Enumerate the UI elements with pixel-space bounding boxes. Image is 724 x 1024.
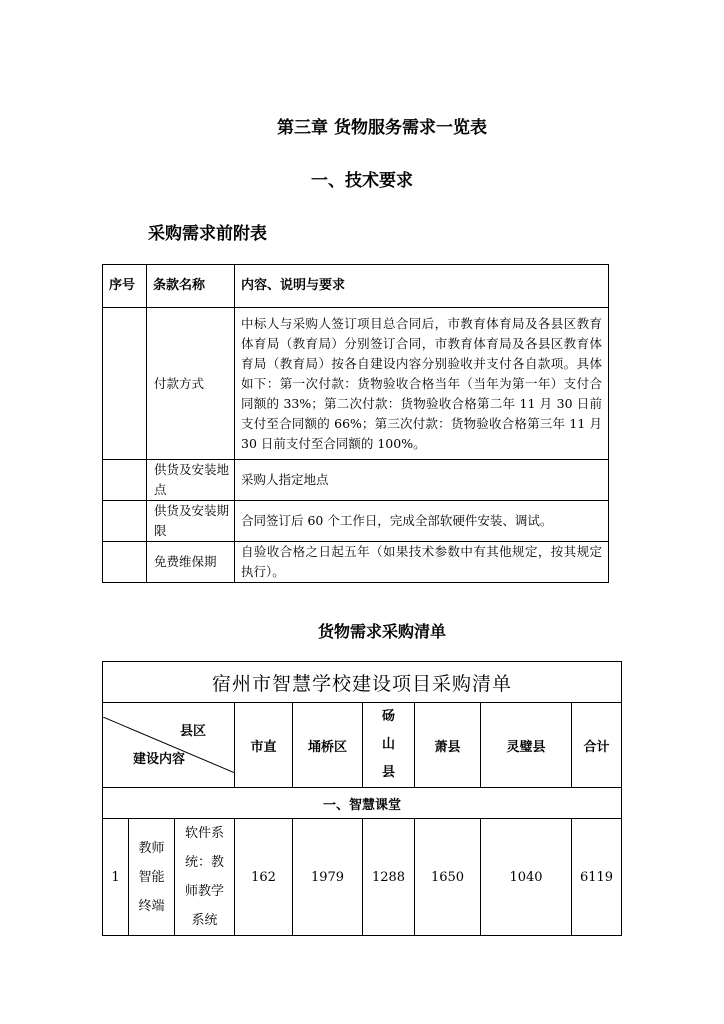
col-shizhi: 市直 (235, 703, 293, 788)
header-name: 条款名称 (147, 265, 235, 308)
section-label: 一、智慧课堂 (103, 788, 622, 819)
row-name: 供货及安装地点 (147, 460, 235, 501)
table-row (103, 542, 609, 583)
table-row (103, 819, 622, 936)
row-name: 免费维保期 (147, 542, 235, 583)
row-no (103, 501, 147, 542)
item-sub: 软件系统：教师教学系统 (175, 819, 235, 936)
row-no (103, 542, 147, 583)
row-no (103, 460, 147, 501)
value-lingbi: 1040 (481, 819, 572, 936)
list-title: 货物需求采购清单 (317, 622, 446, 641)
diag-county-label: 县区 (179, 724, 206, 739)
col-yongqiao: 埇桥区 (293, 703, 363, 788)
header-no: 序号 (103, 265, 147, 308)
value-xiao: 1650 (415, 819, 481, 936)
header-content: 内容、说明与要求 (235, 265, 609, 308)
row-content: 自验收合格之日起五年（如果技术参数中有其他规定，按其规定执行）。 (235, 542, 609, 583)
row-content: 采购人指定地点 (235, 460, 609, 501)
col-dangshan: 砀山县 (363, 703, 415, 788)
section-title: 一、技术要求 (311, 171, 413, 191)
row-name: 供货及安装期限 (147, 501, 235, 542)
row-no (103, 308, 147, 460)
table-row (103, 501, 609, 542)
col-lingbi: 灵璧县 (481, 703, 572, 788)
table-row (103, 460, 609, 501)
row-content: 合同签订后 60 个工作日，完成全部软硬件安装、调试。 (235, 501, 609, 542)
diagonal-header-cell (103, 703, 235, 788)
row-name: 付款方式 (147, 308, 235, 460)
procurement-table (102, 661, 622, 936)
chapter-title: 第三章 货物服务需求一览表 (277, 118, 487, 138)
table-row (103, 308, 609, 460)
subsection-title: 采购需求前附表 (148, 224, 267, 244)
section-row (103, 788, 622, 819)
value-yongqiao: 1979 (293, 819, 363, 936)
value-total: 6119 (572, 819, 622, 936)
col-xiao: 萧县 (415, 703, 481, 788)
diag-content-label: 建设内容 (133, 752, 186, 767)
item-no: 1 (103, 819, 129, 936)
table-header-row (103, 265, 609, 308)
attachment-table (102, 264, 609, 583)
row-content: 中标人与采购人签订项目总合同后，市教育体育局及各县区教育体育局（教育局）分别签订合同，市教育体育局及各县区教育体育局（教育局）按各自建设内容分别验收并支付各自款项。具体如下：第一次付款：货物验收合格当年（当年为第一年）支付合同额的 33%；第二次付款：货物验收合格第二年 11 月 30 日前支付至合同额的 66%；第三次付款：货物验收合格第三年 11 月 30 日前支付至合同额的 100%。 (235, 308, 609, 460)
column-header-row (103, 703, 622, 788)
value-dangshan: 1288 (363, 819, 415, 936)
procurement-title-row (103, 662, 622, 703)
col-total: 合计 (572, 703, 622, 788)
procurement-title: 宿州市智慧学校建设项目采购清单 (103, 662, 622, 703)
value-shizhi: 162 (235, 819, 293, 936)
item-name: 教师智能终端 (129, 819, 175, 936)
